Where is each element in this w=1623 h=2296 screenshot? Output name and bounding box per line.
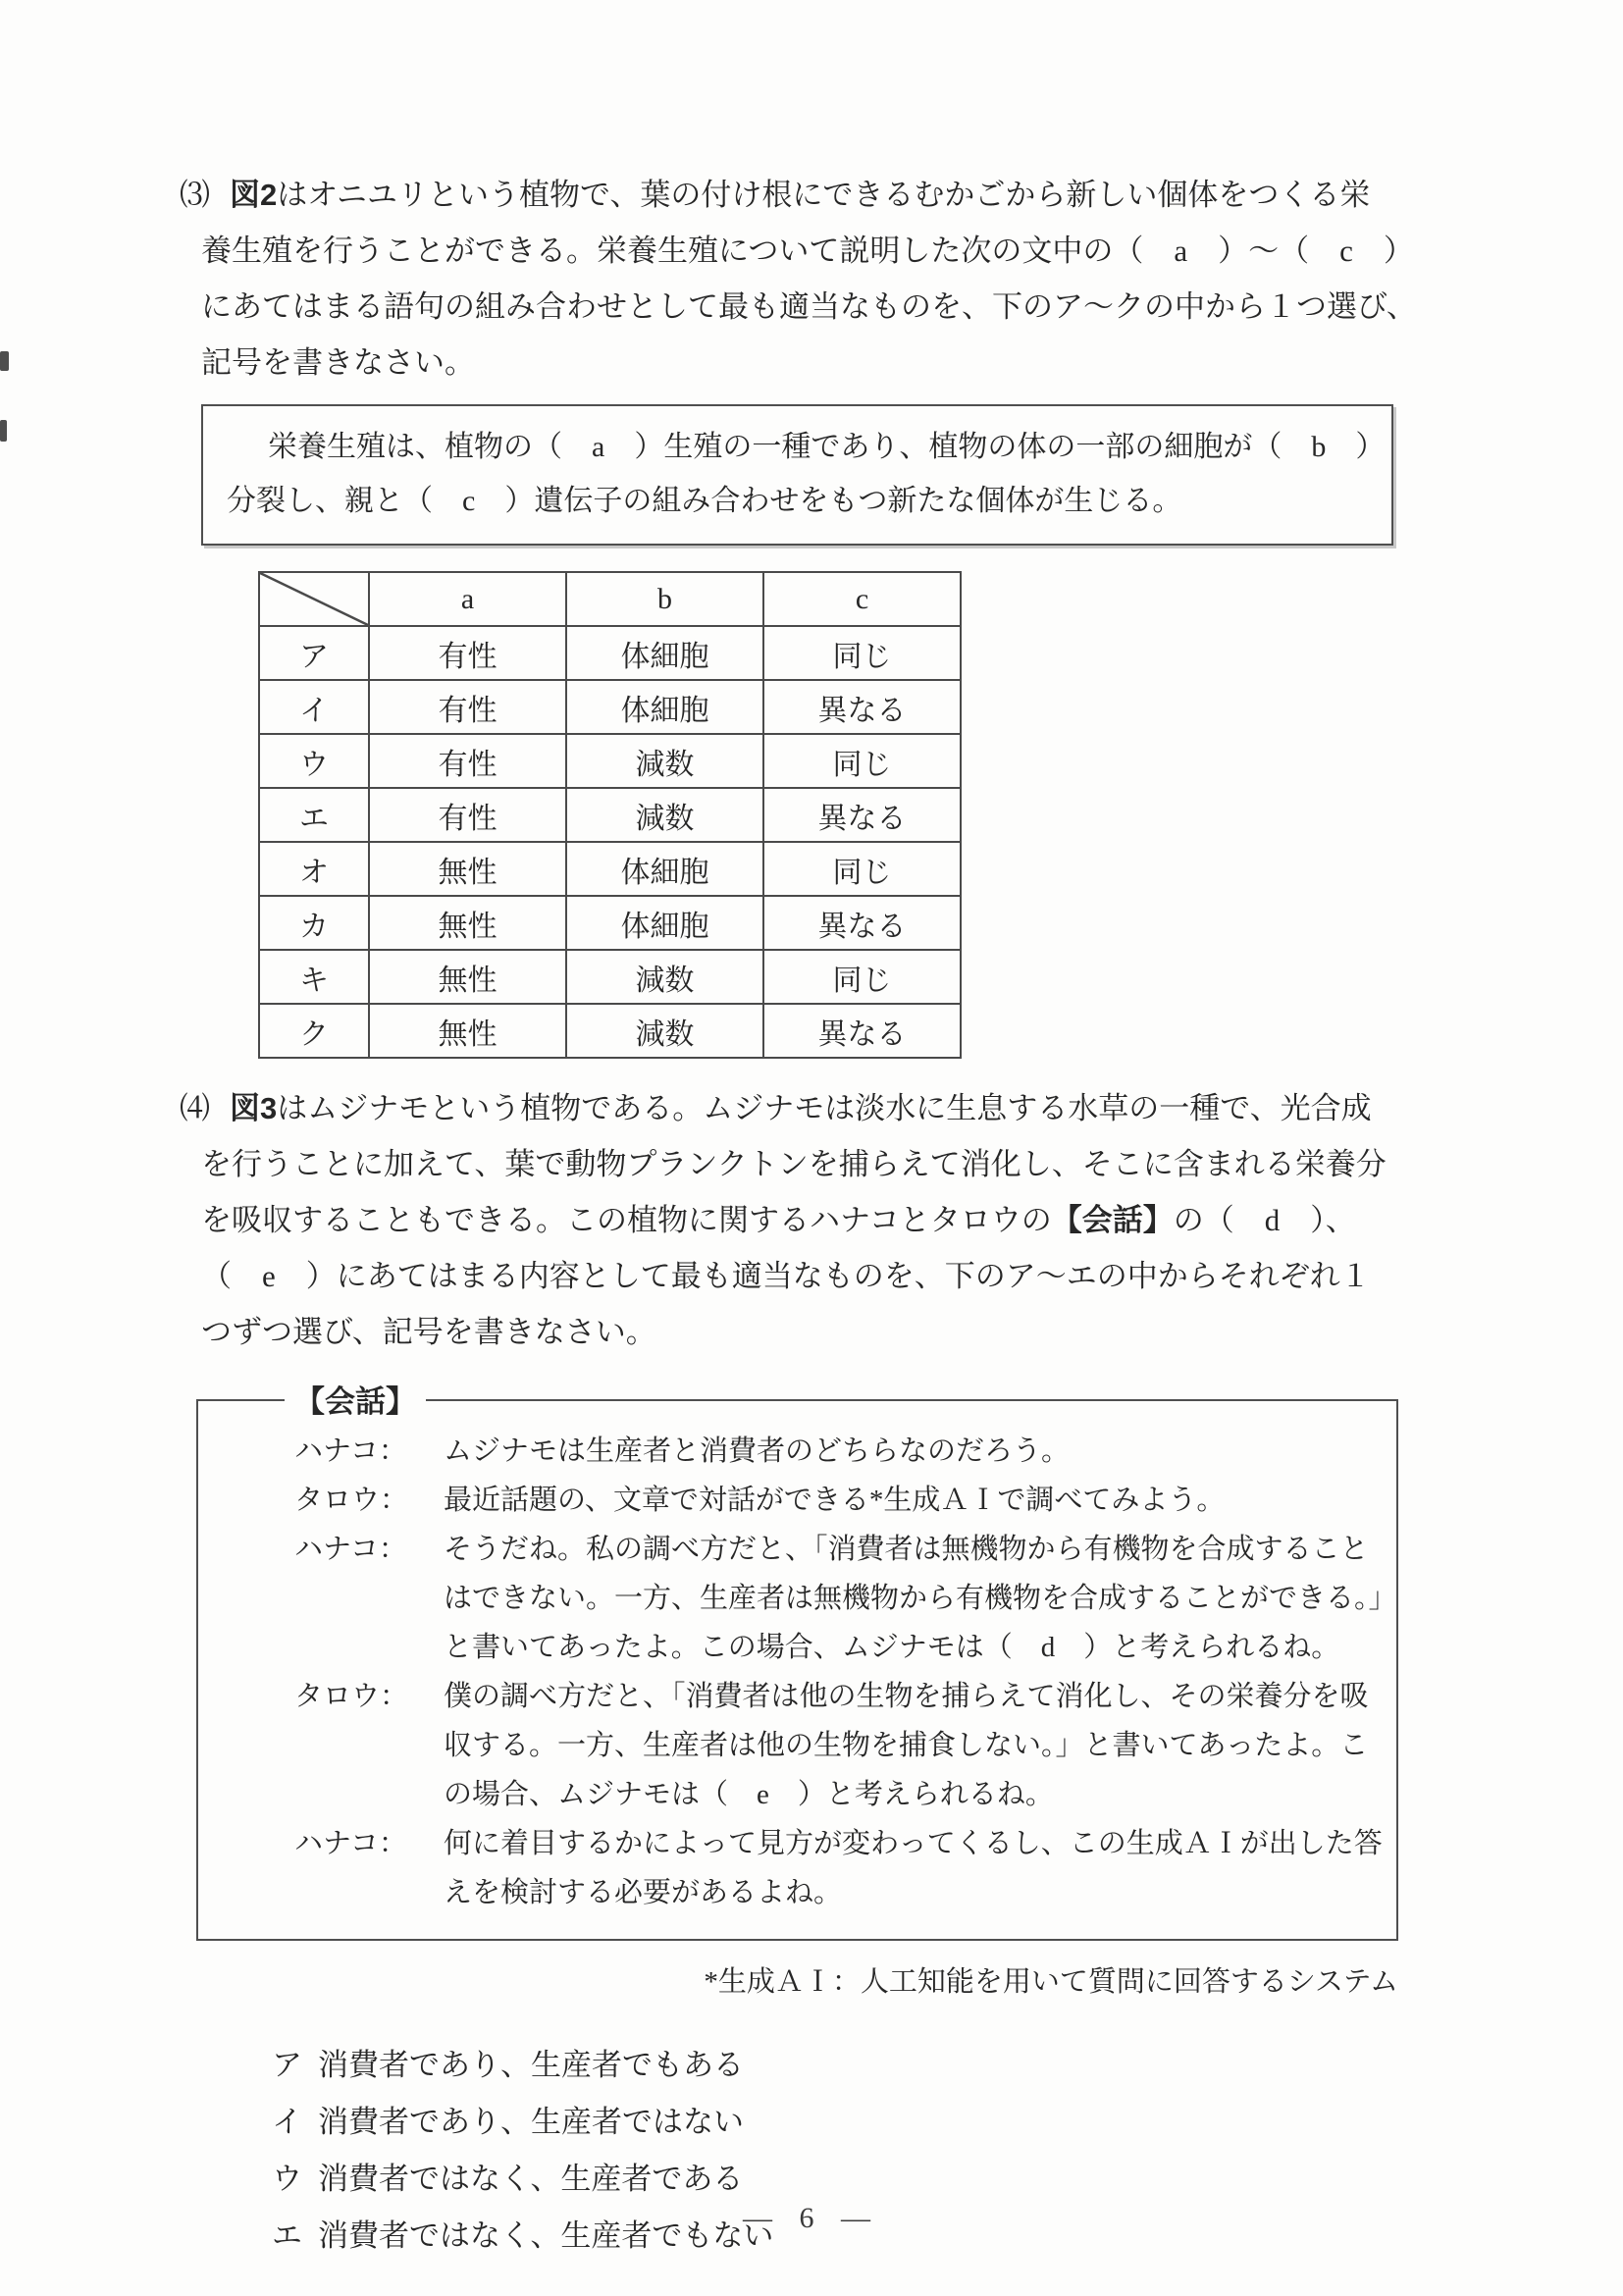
cell-c: 同じ <box>763 842 961 896</box>
question-4 <box>0 1080 1623 2265</box>
cell-c: 同じ <box>763 734 961 788</box>
table-row <box>259 626 961 680</box>
cell-b: 減数 <box>566 734 763 788</box>
row-key: カ <box>259 896 369 950</box>
page-number: — 6 — <box>743 2202 880 2234</box>
table-row <box>259 788 961 842</box>
dialog-line: の場合、ムジナモは（ e ）と考えられるね。 <box>444 1779 1054 1810</box>
row-key: ウ <box>259 734 369 788</box>
dialog-line: ムジナモは生産者と消費者のどちらなのだろう。 <box>444 1435 1071 1467</box>
table-row <box>259 1004 961 1058</box>
header-b: b <box>566 572 763 626</box>
cell-a: 無性 <box>369 842 566 896</box>
cell-b: 減数 <box>566 1004 763 1058</box>
row-key: エ <box>259 788 369 842</box>
dialog-turn <box>294 1525 1397 1672</box>
table-row <box>259 896 961 950</box>
q4-line-5: つずつ選び、記号を書きなさい。 <box>201 1315 656 1349</box>
speaker-name: ハナコ： <box>294 1828 407 1859</box>
speaker-name: タロウ： <box>294 1681 409 1712</box>
q3-line-1-text: はオニユリという植物で、葉の付け根にできるむかごから新しい個体をつくる栄 <box>277 178 1371 212</box>
q3-figure-ref: 図2 <box>230 178 278 212</box>
dialog-line: 僕の調べ方だと、「消費者は他の生物を捕らえて消化し、その栄養分を吸 <box>444 1681 1369 1712</box>
table-row <box>259 842 961 896</box>
cell-a: 有性 <box>369 788 566 842</box>
dialog-box <box>196 1384 1398 1941</box>
row-key: ク <box>259 1004 369 1058</box>
option-key: イ <box>272 2105 302 2139</box>
dialog-turn <box>294 1476 1369 1525</box>
option-text: 消費者ではなく、生産者でもない <box>318 2218 774 2253</box>
speaker-name: ハナコ： <box>294 1435 407 1467</box>
q3-line-4: 記号を書きなさい。 <box>201 345 475 380</box>
cell-b: 体細胞 <box>566 896 763 950</box>
statement-box <box>201 404 1393 546</box>
q4-line-1 <box>180 1080 1623 1136</box>
combination-table <box>258 571 962 1059</box>
table-row <box>259 950 961 1004</box>
footnote: *生成ＡＩ：人工知能を用いて質問に回答するシステム <box>704 1966 1398 1998</box>
dialog-line: そうだね。私の調べ方だと、「消費者は無機物から有機物を合成すること <box>444 1534 1369 1565</box>
q4-line-2: を行うことに加えて、葉で動物プランクトンを捕らえて消化し、そこに含まれる栄養分 <box>201 1147 1387 1181</box>
speaker-name: タロウ： <box>294 1485 409 1516</box>
dialog-line: 最近話題の、文章で対話ができる*生成ＡＩで調べてみよう。 <box>444 1485 1226 1516</box>
option-text: 消費者であり、生産者でもある <box>318 2048 744 2082</box>
q4-dialog-ref: 【会話】 <box>1051 1203 1174 1237</box>
cell-c: 同じ <box>763 950 961 1004</box>
cell-b: 減数 <box>566 788 763 842</box>
dialog-title: 【会話】 <box>285 1377 426 1421</box>
cell-a: 有性 <box>369 734 566 788</box>
dialog-line: えを検討する必要があるよね。 <box>444 1877 843 1908</box>
table-row <box>259 734 961 788</box>
option-key: ウ <box>272 2162 302 2196</box>
question-3 <box>0 167 1623 1059</box>
q3-line-2: 養生殖を行うことができる。栄養生殖について説明した次の文中の（ a ）～（ c ） <box>201 234 1414 268</box>
header-c: c <box>763 572 961 626</box>
option-row <box>272 2151 1623 2208</box>
cell-c: 異なる <box>763 1004 961 1058</box>
dialog-turn <box>294 1672 1369 1819</box>
cell-a: 有性 <box>369 626 566 680</box>
cell-b: 体細胞 <box>566 626 763 680</box>
dialog-line: 何に着目するかによって見方が変わってくるし、この生成ＡＩが出した答 <box>444 1828 1383 1859</box>
q4-line-3-post: の（ d ）、 <box>1173 1203 1356 1237</box>
dialog-line: はできない。一方、生産者は無機物から有機物を合成することができる。」 <box>444 1583 1397 1614</box>
row-key: ア <box>259 626 369 680</box>
cell-b: 体細胞 <box>566 842 763 896</box>
dialog-turn <box>294 1819 1383 1917</box>
q4-line-3-pre: を吸収することもできる。この植物に関するハナコとタロウの <box>201 1203 1052 1237</box>
option-text: 消費者であり、生産者ではない <box>318 2105 744 2139</box>
row-key: オ <box>259 842 369 896</box>
cell-c: 異なる <box>763 896 961 950</box>
cell-b: 減数 <box>566 950 763 1004</box>
cell-c: 異なる <box>763 680 961 734</box>
cell-a: 無性 <box>369 950 566 1004</box>
dialog-turn <box>294 1427 1369 1476</box>
diagonal-line-icon <box>260 573 368 625</box>
option-key: ア <box>272 2048 302 2082</box>
table-header-row <box>259 572 961 626</box>
cell-c: 同じ <box>763 626 961 680</box>
cell-a: 無性 <box>369 896 566 950</box>
q4-figure-ref: 図3 <box>230 1091 278 1125</box>
q4-line-3 <box>201 1192 1623 1248</box>
cell-a: 無性 <box>369 1004 566 1058</box>
speaker-name: ハナコ： <box>294 1534 407 1565</box>
q4-line-4: （ e ）にあてはまる内容として最も適当なものを、下のア～エの中からそれぞれ１ <box>201 1259 1371 1293</box>
q4-number: ⑷ <box>180 1091 208 1125</box>
statement-line-1: 栄養生殖は、植物の（ a ）生殖の一種であり、植物の体の一部の細胞が（ b ） <box>268 431 1386 463</box>
q3-number: ⑶ <box>180 178 208 212</box>
row-key: イ <box>259 680 369 734</box>
statement-line-2: 分裂し、親と（ c ）遺伝子の組み合わせをもつ新たな個体が生じる。 <box>227 485 1182 517</box>
option-text: 消費者ではなく、生産者である <box>318 2162 744 2196</box>
diagonal-header-cell <box>259 572 369 626</box>
cell-b: 体細胞 <box>566 680 763 734</box>
row-key: キ <box>259 950 369 1004</box>
q4-line-1-text: はムジナモという植物である。ムジナモは淡水に生息する水草の一種で、光合成 <box>277 1091 1372 1125</box>
cell-c: 異なる <box>763 788 961 842</box>
header-a: a <box>369 572 566 626</box>
option-row <box>272 2037 1623 2094</box>
dialog-line: と書いてあったよ。この場合、ムジナモは（ d ）と考えられるね。 <box>444 1632 1340 1663</box>
dialog-line: 収する。一方、生産者は他の生物を捕食しない。」と書いてあったよ。こ <box>444 1730 1369 1761</box>
q3-line-1 <box>180 167 1623 223</box>
option-key: エ <box>272 2218 302 2253</box>
cell-a: 有性 <box>369 680 566 734</box>
q3-line-3: にあてはまる語句の組み合わせとして最も適当なものを、下のア～クの中から１つ選び、 <box>201 289 1417 324</box>
table-row <box>259 680 961 734</box>
option-row <box>272 2094 1623 2151</box>
